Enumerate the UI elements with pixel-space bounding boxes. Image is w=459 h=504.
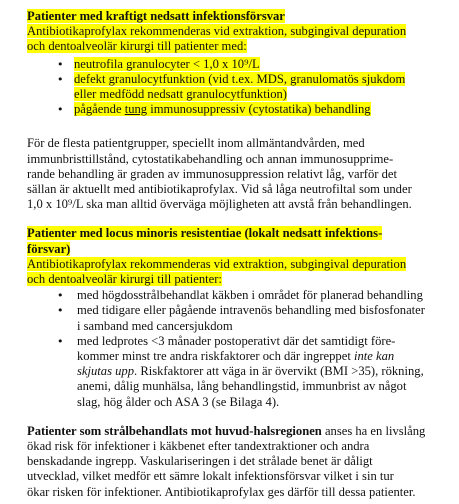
section2-item3-line2-pre: kommer minst tre andra riskfaktorer och där ingreppet xyxy=(77,349,354,364)
bullet-icon: • xyxy=(57,57,64,71)
section-locus-minoris xyxy=(27,226,453,409)
list-item xyxy=(27,57,453,72)
section1-item2-line1: defekt granulocytfunktion (vid t.ex. MDS, granulomatös sjukdom xyxy=(74,71,406,86)
bullet-icon: • xyxy=(57,304,64,318)
section2-intro-line2: och dentoalveolär kirurgi till patienter: xyxy=(27,272,222,287)
paragraph1-line: För de flesta patientgrupper, speciellt inom allmäntandvården, med xyxy=(27,136,365,151)
section1-intro-line2: och dentoalveolär kirurgi till patienter med: xyxy=(27,39,247,54)
section1-item1-text: neutrofila granulocyter < 1,0 x 10⁹/L xyxy=(74,56,260,71)
paragraph1-line: sällan är aktuellt med antibiotikaprofylax. Vid så låga neutrofiltal som under xyxy=(27,182,412,197)
section2-item3-line3-post: . Riskfaktorer att väga in är övervikt (BMI >35), rökning, xyxy=(134,364,424,379)
section2-item3-line5: slag, hög ålder och ASA 3 (se Bilaga 4). xyxy=(77,394,280,409)
section2-item2-line1: med tidigare eller pågående intravenös behandling med bisfosfonater xyxy=(77,303,425,318)
section1-item3-post: immunosuppressiv (cytostatika) behandling xyxy=(147,102,371,117)
section2-item3-line3-italic: skjutas upp xyxy=(77,364,135,379)
bullet-icon: • xyxy=(57,103,64,117)
paragraph1-line: rande behandling är graden av immunosuppression relativt låg, varför det xyxy=(27,166,397,181)
list-item xyxy=(27,102,453,117)
paragraph2-bold-lead: Patienter som strålbehandlats mot huvud-halsregionen xyxy=(27,423,322,438)
section1-heading: Patienter med kraftigt nedsatt infektionsförsvar xyxy=(27,9,285,23)
paragraph-radiation-patients xyxy=(27,424,453,500)
section2-item1-text: med högdosstrålbehandlat käkben i området för planerad behandling xyxy=(77,288,423,303)
paragraph2-line1-rest: anses ha en livslång xyxy=(321,423,426,438)
section2-list xyxy=(27,288,453,410)
paragraph2-line: ökad risk för infektioner i käkbenet efter tandextraktioner och andra xyxy=(27,439,370,454)
list-item xyxy=(27,288,453,303)
section1-intro-line1: Antibiotikaprofylax rekommenderas vid extraktion, subgingival depuration xyxy=(27,24,407,39)
section1-list xyxy=(27,57,453,118)
paragraph1-line: immunbristtillstånd, cytostatikabehandling och annan immunosupprime- xyxy=(27,151,394,166)
section1-item3-pre: pågående xyxy=(74,102,125,117)
section-severe-immunodeficiency xyxy=(27,9,453,117)
section2-item3-line1: med ledprotes <3 månader postoperativt där det samtidigt före- xyxy=(77,333,396,348)
section2-item3-line4: anemi, dålig munhälsa, lång behandlingstid, immunbrist av något xyxy=(77,379,407,394)
section1-item2-line2: eller medfödd nedsatt granulocytfunktion) xyxy=(74,87,287,102)
list-item xyxy=(27,72,453,102)
section2-heading-line1: Patienter med locus minoris resistentiae (lokalt nedsatt infektions- xyxy=(27,226,383,241)
section2-item2-line2: i samband med cancersjukdom xyxy=(77,318,233,333)
section1-item3-underlined: tung xyxy=(124,102,148,117)
bullet-icon: • xyxy=(57,72,64,86)
section2-item3-line2-italic: inte kan xyxy=(353,349,395,364)
bullet-icon: • xyxy=(57,289,64,303)
paragraph-general-note xyxy=(27,136,453,212)
paragraph2-line: benskadande ingrepp. Vaskulariseringen i det strålade benet är dåligt xyxy=(27,454,373,469)
section2-intro-line1: Antibiotikaprofylax rekommenderas vid extraktion, subgingival depuration xyxy=(27,256,407,271)
paragraph2-line: ökar risken för infektioner. Antibiotikaprofylax ges därför till dessa patienter. xyxy=(27,484,416,499)
paragraph1-line: 1,0 x 10⁹/L ska man alltid överväga möjligheten att avstå från behandlingen. xyxy=(27,197,412,212)
list-item xyxy=(27,334,453,410)
section2-heading-line2: försvar) xyxy=(27,241,71,256)
bullet-icon: • xyxy=(57,334,64,348)
paragraph2-line: utvecklad, vilket medför ett sämre lokalt infektionsförsvar vilket i sin tur xyxy=(27,469,394,484)
document-page xyxy=(27,9,453,500)
list-item xyxy=(27,303,453,333)
